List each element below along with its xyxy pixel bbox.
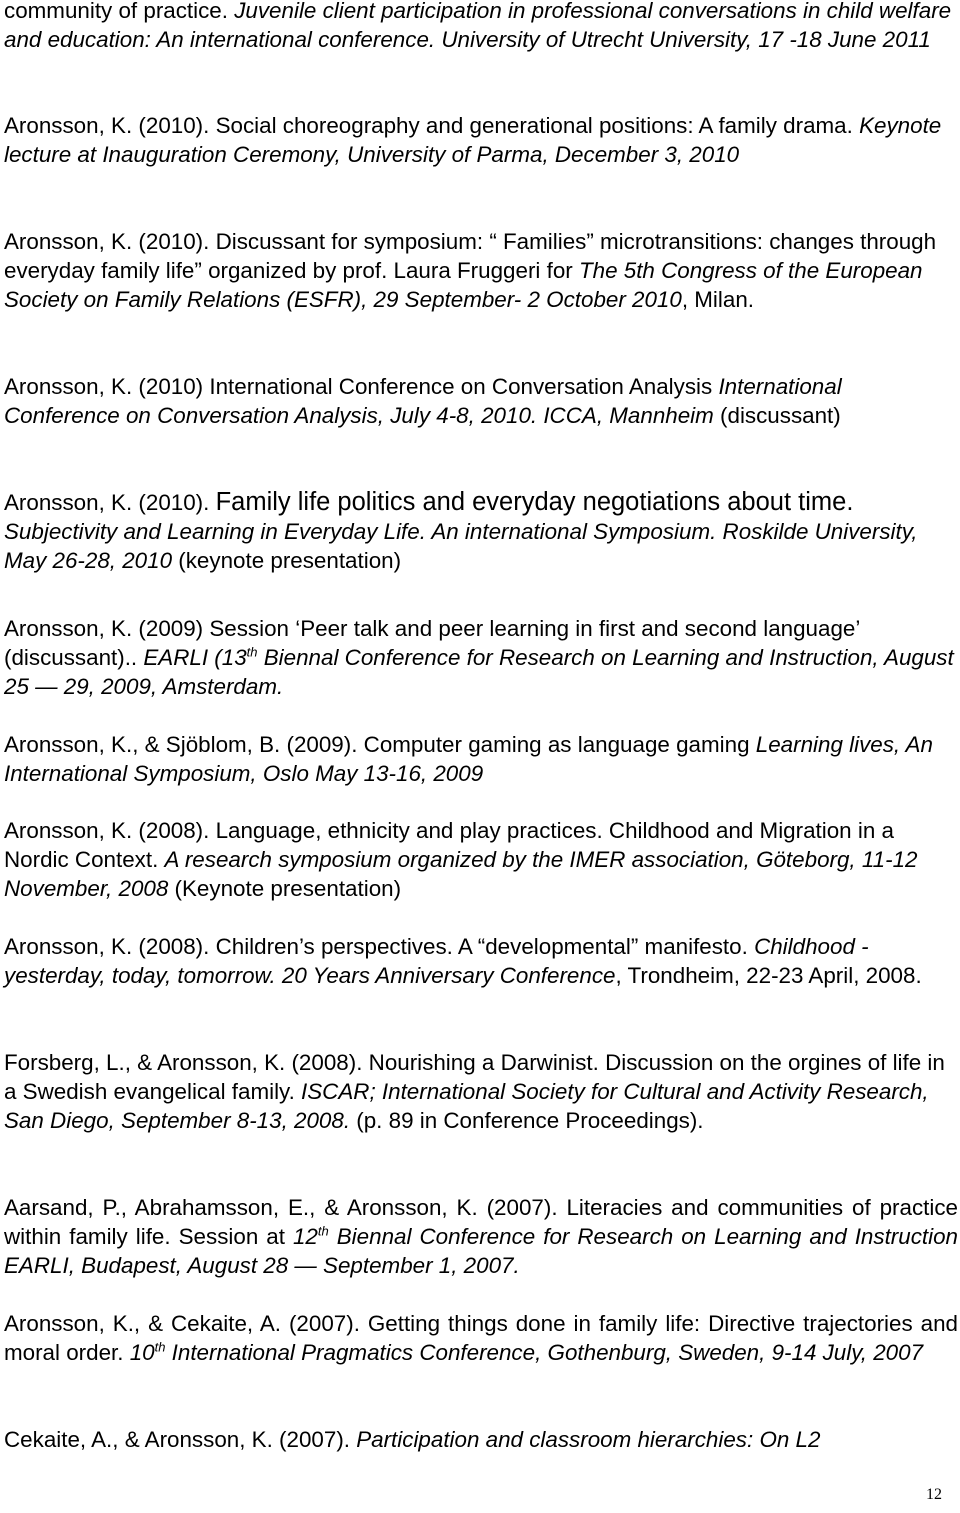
reference-text: , Milan.: [681, 287, 755, 312]
reference-venue: Learning lives, An International Symposium, Oslo May 13-16, 2009: [4, 732, 933, 786]
reference-text: , Trondheim, 22-23 April, 2008.: [615, 963, 922, 988]
reference-text: (discussant): [713, 403, 841, 428]
reference-venue: 12: [292, 1224, 318, 1249]
reference-text: (p. 89 in Conference Proceedings).: [350, 1108, 704, 1133]
reference-text: Cekaite, A., & Aronsson, K. (2007).: [4, 1427, 357, 1452]
reference-title: Family life politics and everyday negotiations about time.: [215, 488, 854, 516]
reference-venue: International Pragmatics Conference, Gothenburg, Sweden, 9-14 July, 2007: [165, 1340, 924, 1365]
reference-text: community of practice.: [4, 0, 235, 23]
reference-entry: [4, 227, 958, 314]
reference-venue: International Conference on Conversation Analysis, July 4-8, 2010. ICCA, Mannheim: [4, 374, 842, 428]
reference-venue: A research symposium organized by the IMER association, Göteborg, 11-12 November, 2008: [4, 847, 918, 901]
reference-text: Aronsson, K. (2008). Children’s perspectives. A “developmental” manifesto.: [4, 934, 755, 959]
reference-text: (Keynote presentation): [168, 876, 402, 901]
reference-entry: [4, 932, 958, 990]
reference-entry: [4, 372, 958, 430]
reference-text: Aronsson, K. (2008). Language, ethnicity and play practices. Childhood and Migration in a Nordic Context.: [4, 818, 894, 872]
reference-text: Aronsson, K., & Cekaite, A. (2007). Getting things done in family life: Directive trajectories and moral order.: [4, 1311, 958, 1365]
superscript: th: [154, 1339, 166, 1355]
reference-text: Aronsson, K. (2010) International Conference on Conversation Analysis: [4, 374, 719, 399]
reference-text: Aronsson, K. (2010).: [4, 490, 216, 515]
reference-venue: The 5th Congress of the European Society on Family Relations (ESFR), 29 September- 2 October 2010: [4, 258, 923, 312]
reference-entry: [4, 1048, 958, 1135]
reference-entry: [4, 816, 958, 903]
reference-entry: [4, 730, 958, 788]
reference-entry: [4, 614, 958, 701]
reference-venue: Juvenile client participation in professional conversations in child welfare and education: An international conference. University of Utrecht University, 17 -18 June 2011: [4, 0, 952, 52]
reference-text: Aronsson, K. (2010). Discussant for symposium: “ Families” microtransitions: changes through everyday family life” organized by prof. Laura Fruggeri for: [4, 229, 937, 283]
reference-venue: EARLI (13: [143, 645, 247, 670]
reference-text: Aronsson, K. (2009) Session ‘Peer talk and peer learning in first and second language’ (discussant)..: [4, 616, 860, 670]
superscript: th: [246, 644, 258, 660]
reference-entry: [4, 0, 958, 54]
reference-venue: hierarchies: On L2: [637, 1427, 821, 1452]
reference-venue: Participation and classroom: [356, 1427, 638, 1452]
reference-text: Aarsand, P., Abrahamsson, E., & Aronsson, K. (2007). Literacies and communities of practice within family life. Session at: [4, 1195, 958, 1249]
reference-entry: [4, 111, 958, 169]
reference-entry: [4, 1309, 958, 1367]
reference-venue: Biennal Conference for Research on Learning and Instruction EARLI, Budapest, August 28 — September 1, 2007.: [4, 1224, 958, 1278]
reference-venue: 10: [129, 1340, 155, 1365]
reference-text: Aronsson, K., & Sjöblom, B. (2009). Computer gaming as language gaming: [4, 732, 756, 757]
reference-text: (keynote presentation): [172, 548, 402, 573]
reference-venue: ISCAR; International Society for Cultural and Activity Research, San Diego, September 8-13, 2008.: [4, 1079, 929, 1133]
reference-venue: Keynote lecture at Inauguration Ceremony, University of Parma, December 3, 2010: [4, 113, 942, 167]
reference-venue: Childhood - yesterday, today, tomorrow. 20 Years Anniversary Conference: [4, 934, 869, 988]
reference-text: Aronsson, K. (2010). Social choreography and generational positions: A family drama.: [4, 113, 860, 138]
reference-entry: [4, 488, 958, 575]
reference-venue: Subjectivity and Learning in Everyday Life. An international Symposium. Roskilde University, May 26-28, 2010: [4, 519, 918, 573]
reference-venue: Biennal Conference for Research on Learning and Instruction, August 25 — 29, 2009, Amsterdam.: [4, 645, 954, 699]
page-number: 12: [926, 1486, 942, 1503]
superscript: th: [317, 1223, 329, 1239]
reference-text: Forsberg, L., & Aronsson, K. (2008). Nourishing a Darwinist. Discussion on the orgines of life in a Swedish evangelical family.: [4, 1050, 945, 1104]
reference-entry: [4, 1193, 958, 1280]
reference-entry: [4, 1425, 958, 1454]
